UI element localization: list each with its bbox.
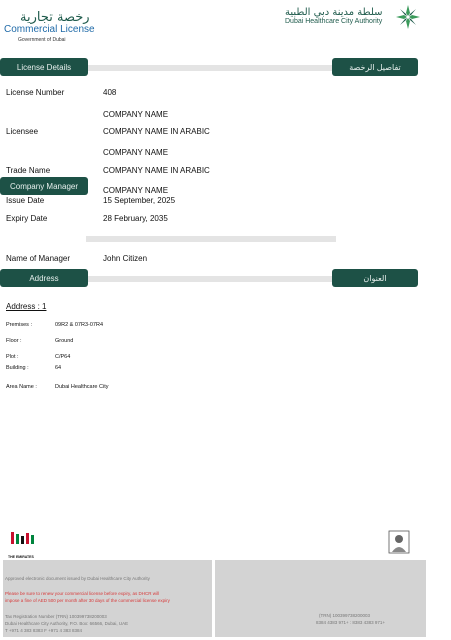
trade-name-value: COMPANY NAME <box>103 148 169 157</box>
issue-date-label: Issue Date <box>6 196 45 205</box>
issue-date-value: 15 September, 2025 <box>103 196 176 205</box>
uae-label: THE EMIRATES <box>8 555 34 559</box>
footer-warning-2: impose a fine of AED 500 per month after 30 days of the commercial license expiry <box>5 598 170 603</box>
section-license-details-ar: تفاصيل الرخصة <box>332 58 418 76</box>
dhcc-logo-icon <box>395 4 421 30</box>
authority-name-en: Dubai Healthcare City Authority <box>285 18 383 25</box>
expiry-date-value: 28 February, 2035 <box>103 214 168 223</box>
authority-name-ar: سلطة مدينة دبي الطبية <box>285 7 383 18</box>
area-label: Area Name : <box>6 384 37 390</box>
footer-trn: Tax Registration Number (TRN) 100399738200003 <box>5 614 107 619</box>
plot-label: Plot : <box>6 354 19 360</box>
premises-value: 09R2 & 07R3-07R4 <box>55 322 104 328</box>
section-license-details: License Details <box>0 58 88 76</box>
license-number-value: 408 <box>103 88 117 97</box>
footer-phone: T +971 4 383 8383 F +971 4 383 8384 <box>5 628 82 633</box>
section-divider <box>86 276 336 282</box>
building-label: Building : <box>6 365 29 371</box>
license-number-label: License Number <box>6 88 65 97</box>
premises-label: Premises : <box>6 322 32 328</box>
manager-label: Name of Manager <box>6 254 71 263</box>
plot-value: C/P64 <box>55 354 71 360</box>
section-divider <box>86 65 336 71</box>
section-address: Address <box>0 269 88 287</box>
footer-phone-ar: 8384 4383 971+ : 8383 4383 971+ <box>316 620 386 625</box>
floor-value: Ground <box>55 338 74 344</box>
section-company-manager: Company Manager <box>0 177 88 195</box>
zayed-portrait-icon <box>388 530 410 554</box>
licensee-label: Licensee <box>6 127 39 136</box>
floor-label: Floor : <box>6 338 22 344</box>
manager-name: John Citizen <box>103 254 148 263</box>
licensee-name: COMPANY NAME <box>103 110 169 119</box>
expiry-date-label: Expiry Date <box>6 214 48 223</box>
footer-warning-1: Please be sure to renew your commercial license before expiry, as DHCR will <box>5 591 159 596</box>
footer-right-panel <box>215 560 426 637</box>
trade-name-ar: COMPANY NAME IN ARABIC <box>103 166 210 175</box>
footer-address: Dubai Healthcare City Authority, P.O. Box: 66566, Dubai, UAE <box>5 621 129 626</box>
license-title-ar: رخصة تجارية <box>20 10 90 25</box>
footer-approved: Approved electronic document issued by Dubai Healthcare City Authority <box>5 576 150 581</box>
footer-trn-ar: (TRN) 100399738200003 <box>319 613 371 618</box>
building-value: 64 <box>55 365 62 371</box>
company-name-extra: COMPANY NAME <box>103 186 169 195</box>
section-address-ar: العنوان <box>332 269 418 287</box>
address-title: Address : 1 <box>6 302 47 311</box>
section-divider <box>86 236 336 242</box>
government-label: Government of Dubai <box>18 37 66 43</box>
area-value: Dubai Healthcare City <box>55 384 109 390</box>
licensee-name-ar: COMPANY NAME IN ARABIC <box>103 127 210 136</box>
footer-left-panel <box>3 560 212 637</box>
trade-name-label: Trade Name <box>6 166 51 175</box>
license-title-en: Commercial License <box>4 24 95 35</box>
uae-emblem-icon <box>8 530 40 556</box>
